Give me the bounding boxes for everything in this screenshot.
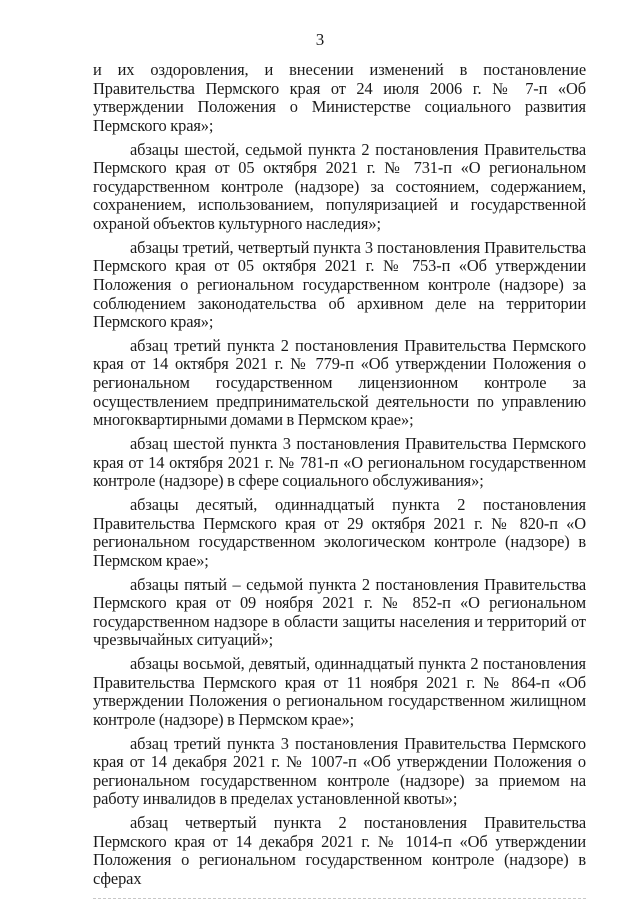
paragraph-continuation: и их оздоровления, и внесении изменений в постановление Правительства Пермского края от 24 июля 2006 г. № 7-п «Об утверждении Положения о Министерстве социального развития Пермского края»; bbox=[93, 60, 586, 135]
paragraph-820-p: абзацы десятый, одиннадцатый пункта 2 постановления Правительства Пермского края от 29 октября 2021 г. № 820-п «О региональном государственном экологическом контроле (надзоре) в Пермском крае»; bbox=[93, 495, 586, 570]
paragraph-864-p: абзацы восьмой, девятый, одиннадцатый пункта 2 постановления Правительства Пермского края от 11 ноября 2021 г. № 864-п «Об утверждении Положения о региональном государственном жилищном контроле (надзоре) в Пермском крае»; bbox=[93, 654, 586, 729]
paragraph-852-p: абзацы пятый – седьмой пункта 2 постановления Правительства Пермского края от 09 ноября 2021 г. № 852-п «О региональном государственном надзоре в области защиты населения и территорий от чрезвычайных ситуаций»; bbox=[93, 574, 586, 650]
paragraph-1007-p: абзац третий пункта 3 постановления Правительства Пермского края от 14 декабря 2021 г. № 1007-п «Об утверждении Положения о региональном государственном контроле (надзоре) за приемом на работу инвалидов в пределах установленной квоты»; bbox=[93, 733, 586, 809]
page-number: 3 bbox=[315, 30, 325, 49]
paragraph-753-p: абзацы третий, четвертый пункта 3 постановления Правительства Пермского края от 05 октября 2021 г. № 753-п «Об утверждении Положения о региональном государственном контроле (надзоре) за соблюдением законодательства об архивном деле на территории Пермского края»; bbox=[93, 237, 586, 332]
paragraph-731-p: абзацы шестой, седьмой пункта 2 постановления Правительства Пермского края от 05 октября 2021 г. № 731-п «О региональном государственном контроле (надзоре) за состоянием, содержанием, сохранением, использованием, популяризацией и государственной охраной объектов культурного наследия»; bbox=[93, 139, 586, 233]
paragraph-1014-p: абзац четвертый пункта 2 постановления Правительства Пермского края от 14 декабря 2021 г. № 1014-п «Об утверждении Положения о региональном государственном контроле (надзоре) в сферах bbox=[93, 813, 586, 889]
paragraph-781-p: абзац шестой пункта 3 постановления Правительства Пермского края от 14 октября 2021 г. № 781-п «О региональном государственном контроле (надзоре) в сфере социального обслуживания»; bbox=[93, 434, 586, 491]
page-bottom-edge bbox=[93, 898, 586, 899]
document-body bbox=[93, 61, 586, 889]
paragraph-779-p: абзац третий пункта 2 постановления Правительства Пермского края от 14 октября 2021 г. № 779-п «Об утверждении Положения о региональном государственном лицензионном контроле за осуществлением предпринимательской деятельности по управлению многоквартирными домами в Пермском крае»; bbox=[93, 335, 586, 430]
